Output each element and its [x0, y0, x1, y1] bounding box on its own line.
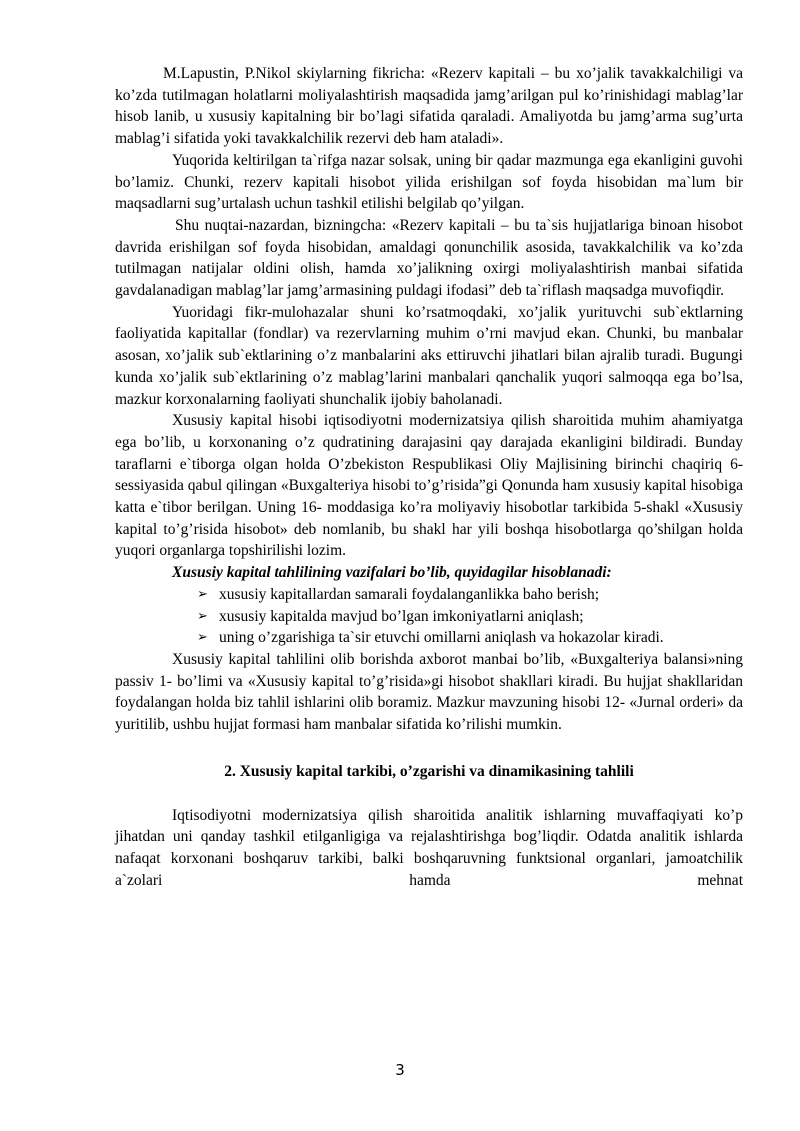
arrowhead-bullet-icon: ➢ — [197, 630, 208, 646]
arrowhead-bullet-icon: ➢ — [197, 586, 208, 602]
list-item-text: xususiy kapitalda mavjud bo’lgan imkoniyatlarni aniqlash; — [219, 607, 584, 625]
paragraph-reserves-role: Yuoridagi fikr-mulohazalar shuni ko’rsatmoqdaki, xo’jalik yurituvchi sub`ektlarning faoliyatida kapitallar (fondlar) va rezervlarning muhim o’rni mavjud ekan. Chunki, bu manbalar asosan, xo’jalik sub`ektlarining o’z manbalarini aks ettiruvchi jihatlari bilan ajralib turadi. Bugungi kunda xo’jalik sub`ektlarining o’z mablag’larini manbalari qanchalik yuqori salmoqqa ega bo’lsa, mazkur korxonalarning faoliyati shunchalik ijobiy baholanadi. — [115, 303, 743, 408]
list-item-text: uning o’zgarishiga ta`sir etuvchi omillarni aniqlash va hokazolar kiradi. — [219, 629, 664, 647]
tasks-subheading: Xususiy kapital tahlilining vazifalari bo’lib, quyidagilar hisoblanadi: — [172, 564, 612, 582]
paragraph-information-sources: Xususiy kapital tahlilini olib borishda axborot manbai bo’lib, «Buxgalteriya balansi»ning passiv 1- bo’limi va «Xususiy kapital to’g’risida»gi hisobot shakllari kiradi. Bu hujjat shakllaridan foydalangan holda biz tahlil ishlarini olib boramiz. Mazkur mavzuning hisobi 12- «Jurnal orderi» da yuritilib, ushbu hujjat formasi ham manbalar sifatida ko’rilishi mumkin. — [115, 650, 743, 734]
page-number: 3 — [395, 1061, 405, 1079]
paragraph-section-intro: Iqtisodiyotni modernizatsiya qilish sharoitida analitik ishlarning muvaffaqiyati ko’p jihatdan uni qanday tashkil etilganligiga va rejalashtirishga bog’liqdir. Odatda analitik ishlarda nafaqat korxonani boshqaruv tarkibi, balki boshqaruvning funktsional organlari, jamoatchilik a`zolari hamda mehnat — [115, 806, 743, 889]
paragraph-author-definition: Shu nuqtai-nazardan, bizningcha: «Rezerv kapitali – bu ta`sis hujjatlariga binoan hisobot davrida erishilgan sof foyda hisobidan, amaldagi qonunchilik asosida, tavakkalchilik va ko’zda tutilmagan natijalar oldini olish, hamda xo’jalikning oxirgi moliyalashtirish manbai sifatida gavdalanadigan mablag’lar jamg’armasining puldagi ifodasi” deb ta`riflash maqsadga muvofiqdir. — [115, 216, 743, 300]
arrowhead-bullet-icon: ➢ — [197, 608, 208, 624]
tasks-list — [115, 584, 743, 649]
list-item — [197, 606, 743, 628]
list-item — [197, 584, 743, 606]
page-body — [115, 63, 743, 891]
list-item-text: xususiy kapitallardan samarali foydalanganlikka baho berish; — [219, 585, 600, 603]
paragraph-private-capital-accounting: Xususiy kapital hisobi iqtisodiyotni modernizatsiya qilish sharoitida muhim ahamiyatga ega bo’lib, u korxonaning o’z qudratining darajasini qay darajada ekanligini bildiradi. Bunday taraflarni e`tiborga olgan holda O’zbekiston Respublikasi Oliy Majlisining birinchi chaqiriq 6-sessiyasida qabul qilingan «Buxgalteriya hisobi to’g’risida”gi Qonunda ham xususiy kapital hisobiga katta e`tibor berilgan. Uning 16- moddasiga ko’ra moliyaviy hisobotlar tarkibida 5-shakl «Xususiy kapital to’g’risida hisobot» deb nomlanib, bu shakl har yili boshqa hisobotlarga qo’shilgan holda yuqori organlarga topshirilishi lozim. — [115, 412, 743, 560]
section-heading: 2. Xususiy kapital tarkibi, o’zgarishi va dinamikasining tahlili — [224, 762, 634, 780]
list-item — [197, 627, 743, 649]
paragraph-definition-analysis: Yuqorida keltirilgan ta`rifga nazar solsak, uning bir qadar mazmunga ega ekanligini guvohi bo’lamiz. Chunki, rezerv kapitali hisobot yilida erishilgan sof foyda hisobidan ma`lum bir maqsadlarni sug’urtalash uchun tashkil etilishi belgilab qo’yilgan. — [115, 151, 743, 213]
paragraph-lapustin-definition: M.Lapustin, P.Nikol skiylarning fikricha: «Rezerv kapitali – bu xo’jalik tavakkalchiligi va ko’zda tutilmagan holatlarni moliyalashtirish maqsadida jamg’arilgan pul ko’rinishidagi mablag’lar hisob lanib, u xususiy kapitalning bir bo’lagi sifatida qaraladi. Amaliyotda bu jamg’arma sug’urta mablag’i sifatida yoki tavakkalchilik rezervi deb ham ataladi». — [115, 65, 743, 148]
